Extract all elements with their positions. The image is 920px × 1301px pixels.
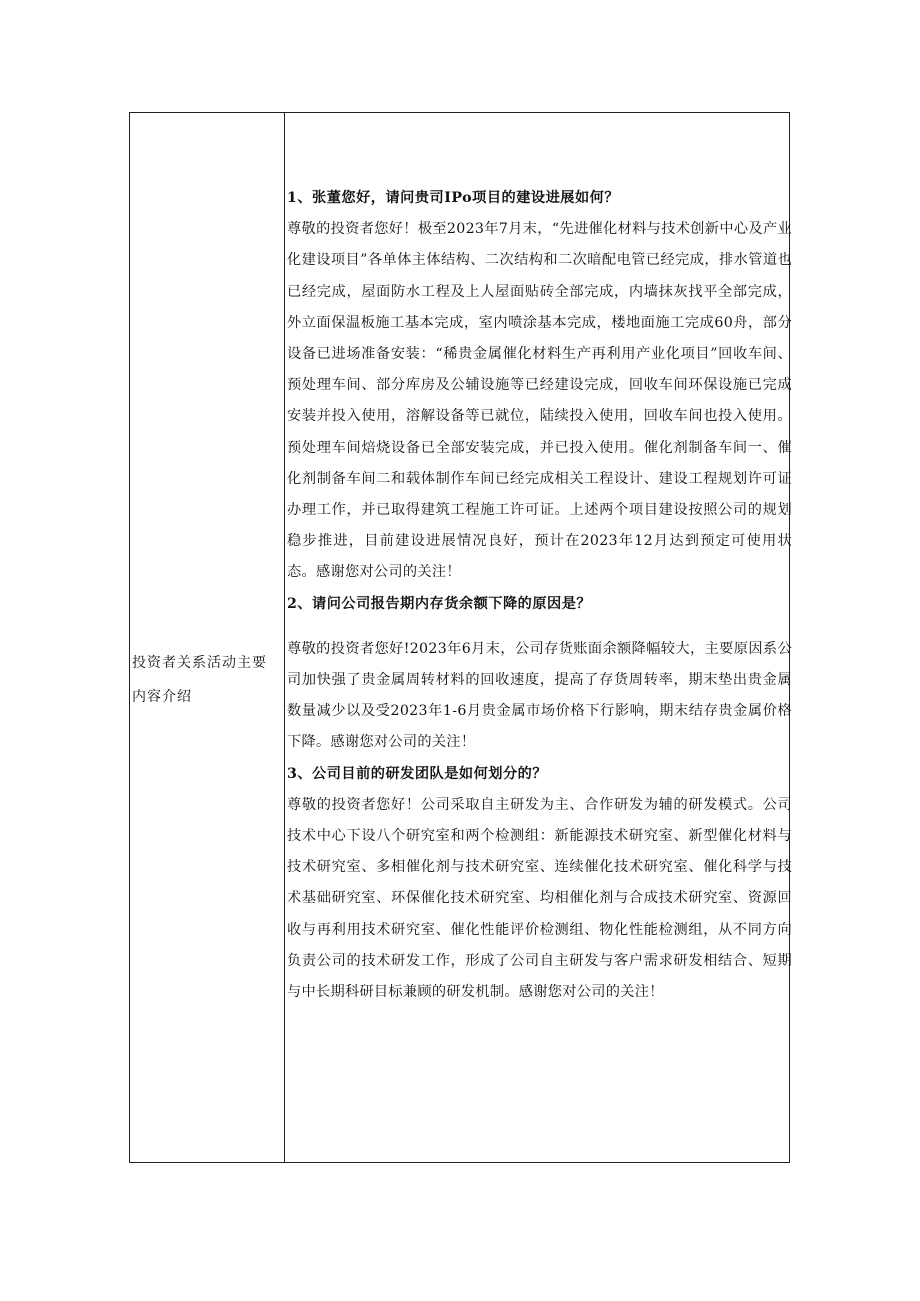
content-cell (285, 113, 792, 1162)
answer-1: 尊敬的投资者您好！极至2023年7月末，“先进催化材料与技术创新中心及产业化建设项目”各单体主体结构、二次结构和二次暗配电管已经完成，排水管道也已经完成，屋面防水工程及上人屋面贴砖全部完成，内墙抹灰找平全部完成，外立面保温板施工基本完成，室内喷涂基本完成，楼地面施工完成60舟，部分设备已进场准备安装：“稀贵金属催化材料生产再利用产业化项目”回收车间、预处理车间、部分库房及公辅设施等已经建设完成，回收车间环保设施已完成安装并投入使用，溶解设备等已就位，陆续投入使用，回收车间也投入使用。预处理车间焙烧设备已全部安装完成，并已投入使用。催化剂制备车间一、催化剂制备车间二和载体制作车间已经完成相关工程设计、建设工程规划许可证办理工作，并已取得建筑工程施工许可证。上述两个项目建设按照公司的规划稳步推进，目前建设进展情况良好，预计在2023年12月达到预定可使用状态。感谢您对公司的关注！ (287, 221, 792, 581)
answer-3: 尊敬的投资者您好！公司采取自主研发为主、合作研发为辅的研发模式。公司技术中心下设八个研究室和两个检测组：新能源技术研究室、新型催化材料与技术研究室、多相催化剂与技术研究室、连续催化技术研究室、催化科学与技术基础研究室、环保催化技术研究室、均相催化剂与合成技术研究室、资源回收与再利用技术研究室、催化性能评价检测组、物化性能检测组，从不同方向负责公司的技术研发工作，形成了公司自主研发与客户需求研发相结合、短期与中长期科研目标兼顾的研发机制。感谢您对公司的关注！ (287, 796, 792, 1001)
info-table (129, 112, 790, 1163)
label-cell (130, 113, 284, 1162)
question-3: 3、公司目前的研发团队是如何划分的？ (287, 765, 548, 782)
qa-list (287, 183, 792, 1008)
row-label: 投资者关系活动主要内容介绍 (132, 655, 267, 705)
question-2: 2、请问公司报告期内存货余额下降的原因是？ (287, 595, 592, 612)
answer-2: 尊敬的投资者您好!2023年6月末，公司存货账面余额降幅较大，主要原因系公司加快强了贵金属周转材料的回收速度，提高了存货周转率，期末垫出贵金属数量减少以及受2023年1-6月贵金属市场价格下行影响，期末结存贵金属价格下降。感谢您对公司的关注！ (287, 640, 792, 751)
paragraph-gap (287, 620, 792, 634)
question-1: 1、张董您好，请问贵司IPo项目的建设进展如何？ (287, 190, 620, 206)
